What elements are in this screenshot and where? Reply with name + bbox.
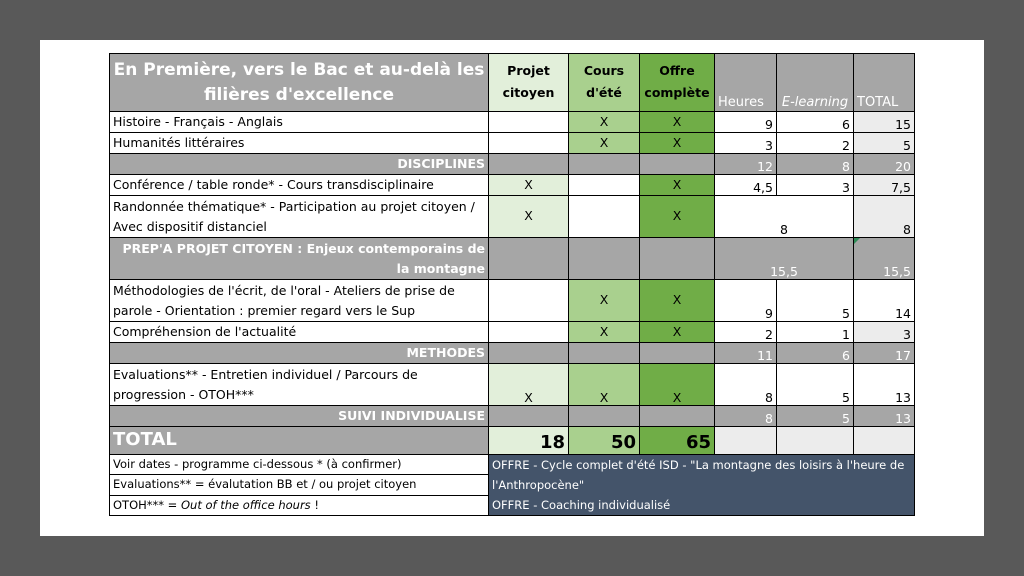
total-cell: 14 [854, 280, 915, 322]
footnote-otoh: OTOH*** = Out of the office hours ! [110, 495, 489, 516]
empty-cell [489, 238, 569, 280]
cours-cell: X [569, 280, 640, 322]
heures-cell: 8 [715, 406, 777, 427]
offre-cell: X [640, 133, 715, 154]
offre-cell: X [640, 280, 715, 322]
table-row [110, 175, 915, 196]
merged-hours-cell: 15,5 [715, 238, 854, 280]
elearning-cell: 8 [777, 154, 854, 175]
empty-cell [489, 154, 569, 175]
cours-cell: X [569, 112, 640, 133]
elearning-cell: 5 [777, 406, 854, 427]
cours-cell: X [569, 133, 640, 154]
program-table [109, 53, 915, 516]
table-row [110, 364, 915, 406]
elearning-cell: 6 [777, 112, 854, 133]
offer-coaching: OFFRE - Coaching individualisé [489, 495, 915, 516]
cours-cell: X [569, 322, 640, 343]
projet-cell: X [489, 364, 569, 406]
footnote-dates: Voir dates - programme ci-dessous * (à confirmer) [110, 455, 489, 475]
projet-cell: X [489, 175, 569, 196]
total-cell: 15 [854, 112, 915, 133]
empty-cell [715, 427, 777, 455]
elearning-cell: 5 [777, 364, 854, 406]
empty-cell [640, 238, 715, 280]
section-row-methodes [110, 343, 915, 364]
elearning-cell: 3 [777, 175, 854, 196]
empty-cell [569, 238, 640, 280]
empty-cell [640, 343, 715, 364]
header-row [110, 54, 915, 112]
empty-cell [640, 154, 715, 175]
elearning-cell: 5 [777, 280, 854, 322]
offre-cell: X [640, 175, 715, 196]
table-row [110, 133, 915, 154]
table-row [110, 196, 915, 238]
heures-cell: 11 [715, 343, 777, 364]
heures-cell: 8 [715, 364, 777, 406]
table-row [110, 280, 915, 322]
cours-cell: X [569, 364, 640, 406]
section-row-disciplines [110, 154, 915, 175]
offre-cell: X [640, 364, 715, 406]
section-label: SUIVI INDIVIDUALISE [110, 406, 489, 427]
section-row-suivi [110, 406, 915, 427]
total-cell: 8 [854, 196, 915, 238]
empty-cell [777, 427, 854, 455]
projet-cell: X [489, 196, 569, 238]
heures-cell: 9 [715, 112, 777, 133]
offre-cell: X [640, 196, 715, 238]
total-offre: 65 [640, 427, 715, 455]
offre-cell: X [640, 322, 715, 343]
col-header-heures: Heures [715, 54, 777, 112]
total-cell: 15,5 [854, 238, 915, 280]
footer-row [110, 455, 915, 475]
section-row-prepa [110, 238, 915, 280]
empty-cell [854, 427, 915, 455]
total-cours: 50 [569, 427, 640, 455]
cours-cell [569, 175, 640, 196]
section-label: PREP'A PROJET CITOYEN : Enjeux contemporains de la montagne [110, 238, 489, 280]
col-header-offre-complete: Offre complète [640, 54, 715, 112]
heures-cell: 2 [715, 322, 777, 343]
merged-hours-cell: 8 [715, 196, 854, 238]
heures-cell: 9 [715, 280, 777, 322]
col-header-elearning: E-learning [777, 54, 854, 112]
offre-cell: X [640, 112, 715, 133]
elearning-cell: 1 [777, 322, 854, 343]
row-label: Méthodologies de l'écrit, de l'oral - Ateliers de prise de parole - Orientation : premier regard vers le Sup [110, 280, 489, 322]
cours-cell [569, 196, 640, 238]
table-row [110, 322, 915, 343]
projet-cell [489, 280, 569, 322]
total-cell: 17 [854, 343, 915, 364]
empty-cell [489, 343, 569, 364]
total-row [110, 427, 915, 455]
elearning-cell: 6 [777, 343, 854, 364]
heures-cell: 12 [715, 154, 777, 175]
footnote-evaluations: Evaluations** = évalutation BB et / ou projet citoyen [110, 475, 489, 495]
row-label: Humanités littéraires [110, 133, 489, 154]
empty-cell [640, 406, 715, 427]
total-cell: 7,5 [854, 175, 915, 196]
row-label: Conférence / table ronde* - Cours transdisciplinaire [110, 175, 489, 196]
table-row [110, 112, 915, 133]
projet-cell [489, 112, 569, 133]
row-label: Histoire - Français - Anglais [110, 112, 489, 133]
elearning-cell: 2 [777, 133, 854, 154]
section-label: METHODES [110, 343, 489, 364]
empty-cell [569, 343, 640, 364]
total-label: TOTAL [110, 427, 489, 455]
col-header-projet-citoyen: Projet citoyen [489, 54, 569, 112]
total-cell: 20 [854, 154, 915, 175]
empty-cell [569, 154, 640, 175]
empty-cell [569, 406, 640, 427]
col-header-total: TOTAL [854, 54, 915, 112]
projet-cell [489, 133, 569, 154]
projet-cell [489, 322, 569, 343]
total-cell: 13 [854, 406, 915, 427]
empty-cell [489, 406, 569, 427]
footer-row [110, 495, 915, 516]
heures-cell: 3 [715, 133, 777, 154]
row-label: Evaluations** - Entretien individuel / Parcours de progression - OTOH*** [110, 364, 489, 406]
total-cell: 3 [854, 322, 915, 343]
heures-cell: 4,5 [715, 175, 777, 196]
col-header-cours-ete: Cours d'été [569, 54, 640, 112]
total-cell: 13 [854, 364, 915, 406]
offer-cycle-complet: OFFRE - Cycle complet d'été ISD - "La montagne des loisirs à l'heure de l'Anthropocène" [489, 455, 915, 496]
total-cell: 5 [854, 133, 915, 154]
row-label: Randonnée thématique* - Participation au projet citoyen / Avec dispositif distanciel [110, 196, 489, 238]
total-projet: 18 [489, 427, 569, 455]
table-title: En Première, vers le Bac et au-delà les filières d'excellence [110, 54, 489, 112]
section-label: DISCIPLINES [110, 154, 489, 175]
row-label: Compréhension de l'actualité [110, 322, 489, 343]
